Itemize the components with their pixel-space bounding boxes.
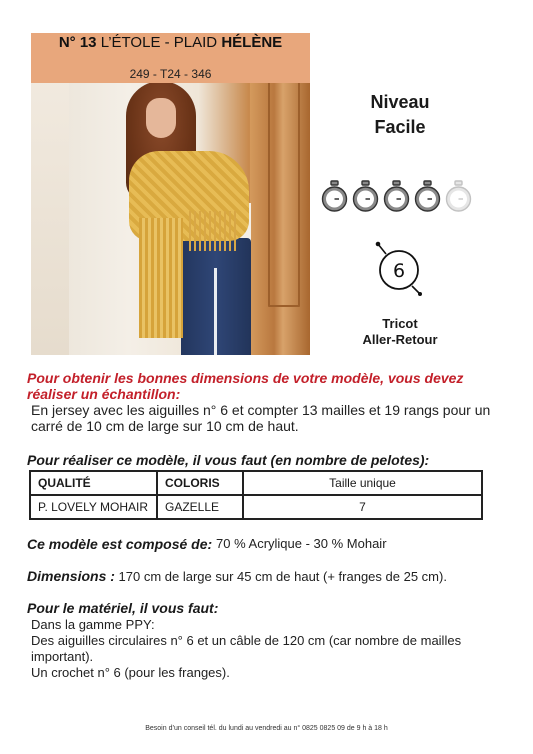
- material-line: Des aiguilles circulaires n° 6 et un câble de 120 cm (car nombre de mailles important).: [31, 633, 462, 664]
- gauge-heading: Pour obtenir les bonnes dimensions de votre modèle, vous devez réaliser un échantillon:: [27, 370, 464, 402]
- material-line: Un crochet n° 6 (pour les franges).: [31, 665, 230, 680]
- composition-value: 70 % Acrylique - 30 % Mohair: [216, 536, 387, 551]
- pattern-reference: 249 - T24 - 346: [129, 67, 212, 81]
- stopwatch-icon: [320, 180, 349, 214]
- difficulty-timers: [320, 180, 475, 214]
- table-cell: GAZELLE: [157, 495, 243, 519]
- footer-contact: Besoin d’un conseil tél. du lundi au vendredi au n° 0825 0825 09 de 9 h à 18 h: [145, 725, 388, 732]
- yarn-table-heading: Pour réaliser ce modèle, il vous faut (en nombre de pelotes):: [27, 452, 430, 468]
- needle-size-value: 6: [392, 260, 406, 282]
- stopwatch-icon: [351, 180, 380, 214]
- technique-line2: Aller-Retour: [362, 332, 438, 347]
- dimensions-label: Dimensions :: [27, 568, 115, 584]
- difficulty-level: [340, 90, 460, 140]
- composition-label: Ce modèle est composé de:: [27, 536, 213, 552]
- yarn-table: [29, 470, 483, 520]
- gauge-text: En jersey avec les aiguilles n° 6 et compter 13 mailles et 19 rangs pour un carré de 10 cm de large sur 10 cm de haut.: [31, 402, 491, 434]
- table-header-row: [30, 471, 482, 495]
- pattern-number: N° 13: [58, 34, 97, 51]
- stopwatch-icon: [413, 180, 442, 214]
- stopwatch-icon: [444, 180, 473, 214]
- difficulty-label: Niveau: [370, 92, 430, 112]
- dimensions-value: 170 cm de large sur 45 cm de haut (+ franges de 25 cm).: [114, 569, 447, 584]
- table-cell: P. LOVELY MOHAIR: [30, 495, 157, 519]
- pattern-title-bold: HÉLÈNE: [221, 34, 283, 51]
- dimensions: [27, 568, 517, 584]
- table-header-cell: Taille unique: [243, 471, 482, 495]
- technique: [340, 316, 460, 348]
- table-row: [30, 495, 482, 519]
- technique-line1: Tricot: [382, 316, 418, 331]
- difficulty-value: Facile: [374, 117, 426, 137]
- table-cell: 7: [243, 495, 482, 519]
- material-text: [31, 617, 511, 681]
- table-header-cell: QUALITÉ: [30, 471, 157, 495]
- pattern-title: [31, 34, 310, 51]
- table-header-cell: COLORIS: [157, 471, 243, 495]
- material-line: Dans la gamme PPY:: [31, 617, 155, 632]
- knitting-needle-icon: [372, 240, 428, 296]
- pattern-title-regular: L’ÉTOLE - PLAID: [100, 34, 218, 51]
- stopwatch-icon: [382, 180, 411, 214]
- material-heading: Pour le matériel, il vous faut:: [27, 600, 219, 616]
